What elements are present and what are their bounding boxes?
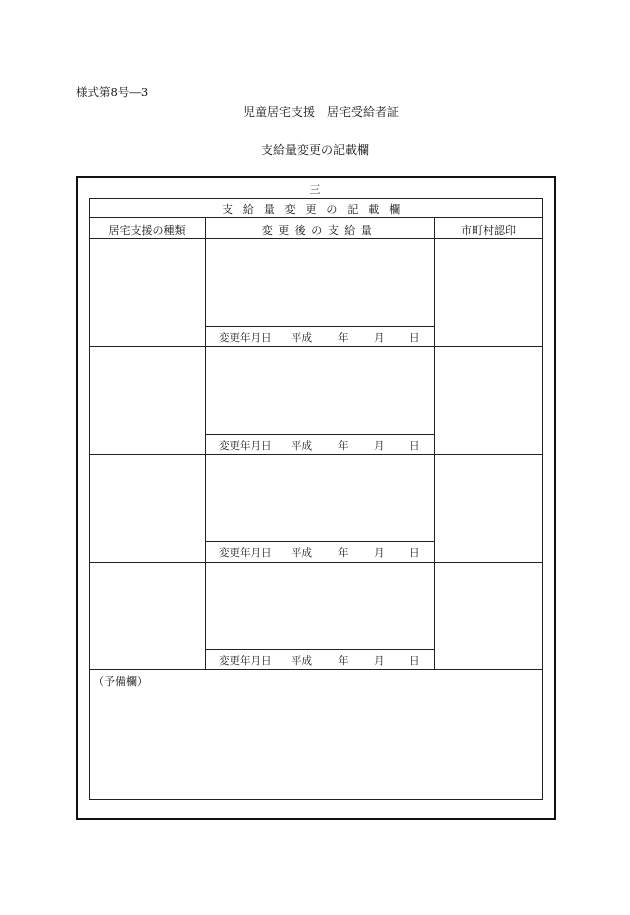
row-divider	[89, 346, 543, 347]
form-table	[89, 198, 543, 800]
day-label: 日	[409, 440, 420, 452]
era-label: 平成	[291, 332, 312, 344]
date-row-divider	[205, 649, 434, 650]
remarks-label: （予備欄）	[93, 675, 148, 688]
change-date-label: 変更年月日	[219, 332, 272, 344]
row-divider	[89, 669, 543, 670]
change-date-label: 変更年月日	[219, 655, 272, 667]
day-label: 日	[409, 547, 420, 559]
column-header-type: 居宅支援の種類	[108, 224, 186, 237]
column-header-seal: 市町村認印	[461, 224, 516, 237]
year-label: 年	[338, 655, 349, 667]
day-label: 日	[409, 655, 420, 667]
change-date-label: 変更年月日	[219, 440, 272, 452]
year-label: 年	[338, 440, 349, 452]
month-label: 月	[374, 440, 385, 452]
era-label: 平成	[291, 655, 312, 667]
year-label: 年	[338, 332, 349, 344]
era-label: 平成	[291, 547, 312, 559]
year-label: 年	[338, 547, 349, 559]
month-label: 月	[374, 547, 385, 559]
column-divider-2	[434, 217, 435, 670]
form-number: 様式第8号―3	[76, 85, 149, 99]
change-date-label: 変更年月日	[219, 547, 272, 559]
column-header-amount: 変更後の支給量	[261, 224, 378, 237]
era-label: 平成	[291, 440, 312, 452]
date-row-divider	[205, 541, 434, 542]
date-row-divider	[205, 434, 434, 435]
section-number: 三	[309, 183, 321, 196]
table-header: 支給量変更の記載欄	[221, 203, 411, 216]
column-header-divider	[89, 238, 543, 239]
date-row-divider	[205, 326, 434, 327]
column-divider-1	[205, 217, 206, 670]
row-divider	[89, 454, 543, 455]
section-title: 支給量変更の記載欄	[260, 143, 369, 157]
day-label: 日	[409, 332, 420, 344]
header-divider	[89, 217, 543, 218]
month-label: 月	[374, 332, 385, 344]
row-divider	[89, 562, 543, 563]
month-label: 月	[374, 655, 385, 667]
certificate-title: 児童居宅支援 居宅受給者証	[242, 105, 399, 119]
